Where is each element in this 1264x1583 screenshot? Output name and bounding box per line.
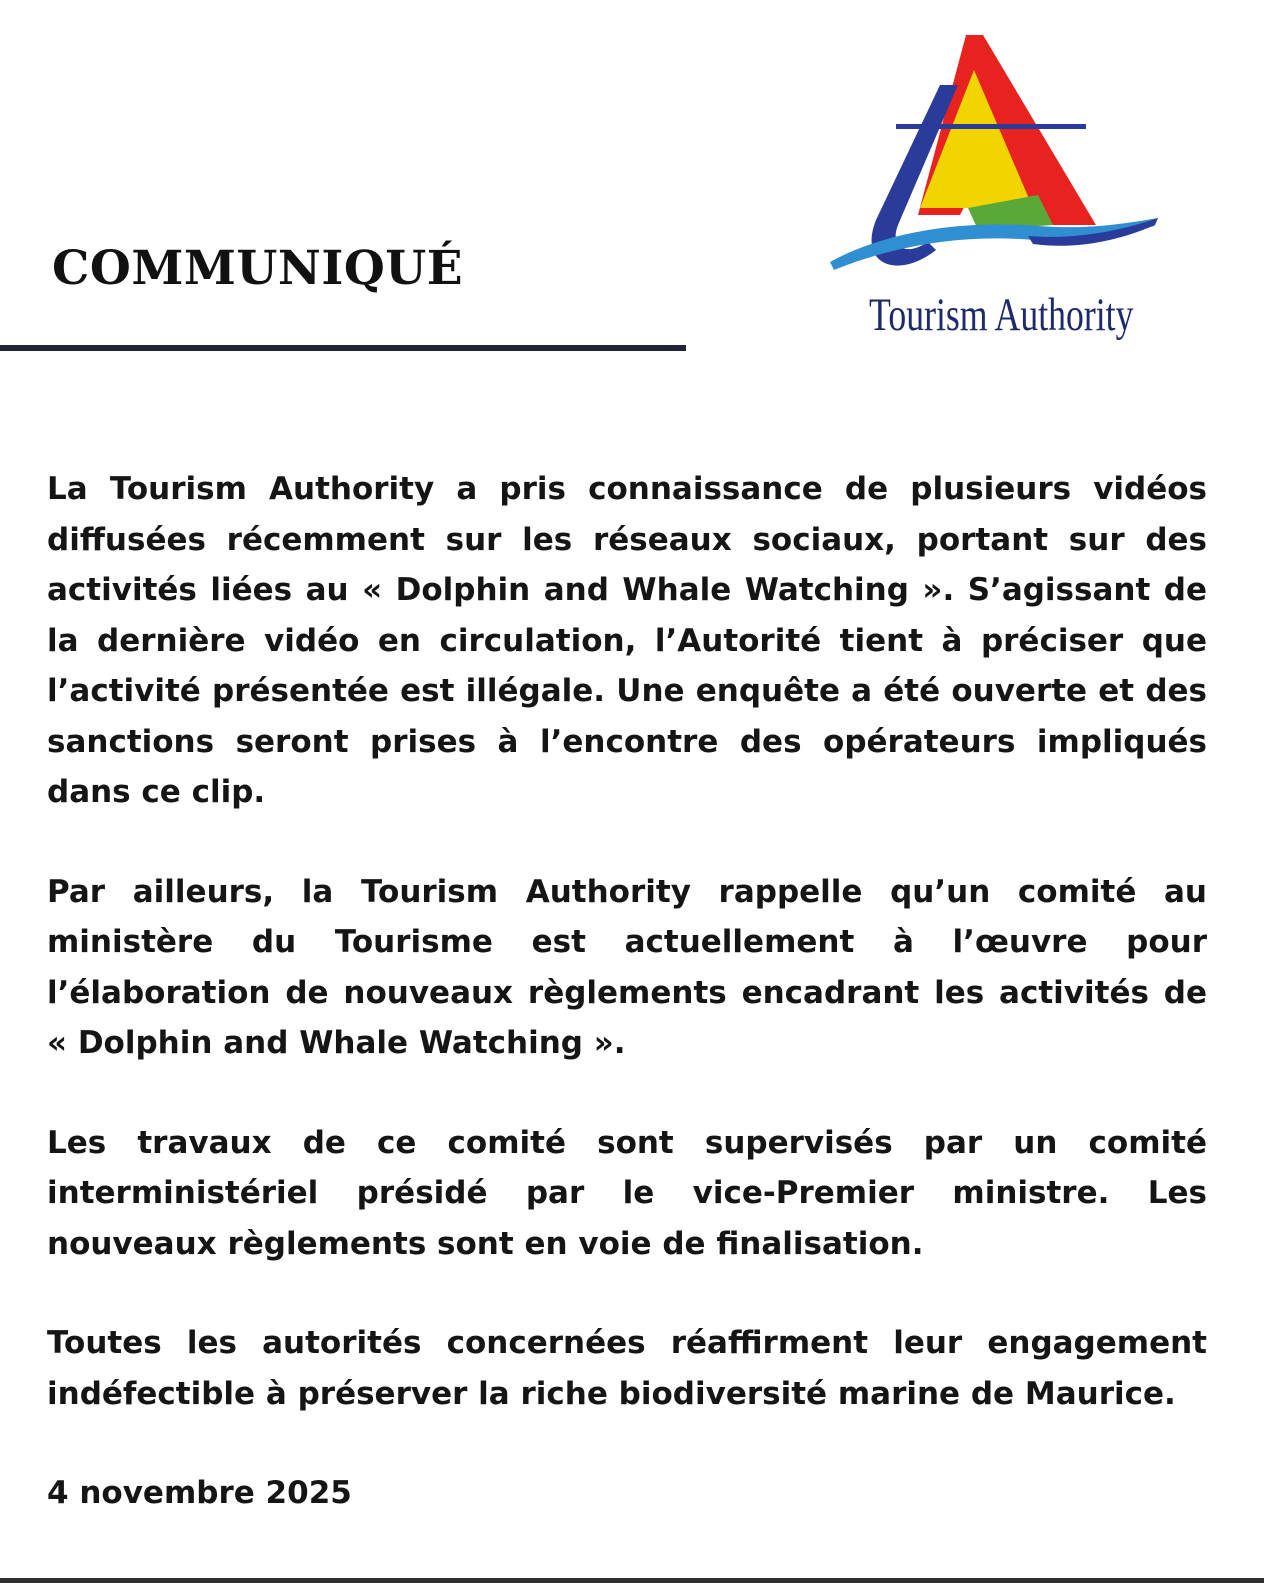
paragraph-1: La Tourism Authority a pris connaissance de plusieurs vidéos diffusées récemment sur les réseaux sociaux, portant sur des activités liées au « Dolphin and Whale Watching ». S’agissant de la dernière vidéo en circulation, l’Autorité tient à préciser que l’activité présentée est illégale. Une enquête a été ouverte et des sanctions seront prises à l’encontre des opérateurs impliqués dans ce clip. xyxy=(47,471,1207,810)
paragraph-3: Les travaux de ce comité sont supervisés par un comité interministériel présidé par le vice-Premier ministre. Les nouveaux règlements sont en voie de finalisation. xyxy=(47,1124,1207,1262)
paragraph-2: Par ailleurs, la Tourism Authority rappelle qu’un comité au ministère du Tourisme est actuellement à l’œuvre pour l’élaboration de nouveaux règlements encadrant les activités de « Dolphin and Whale Watching ». xyxy=(47,873,1207,1061)
communique-body xyxy=(47,464,1207,1518)
logo-crossbar xyxy=(896,124,1086,129)
paragraph-4: Toutes les autorités concernées réaffirment leur engagement indéfectible à préserver la riche biodiversité marine de Maurice. xyxy=(47,1325,1207,1412)
title-divider xyxy=(0,345,686,351)
page-title: COMMUNIQUÉ xyxy=(52,241,464,296)
logo-wordmark: Tourism Authority xyxy=(869,289,1134,341)
tourism-authority-logo xyxy=(828,30,1170,350)
communique-date: 4 novembre 2025 xyxy=(47,1475,352,1511)
bottom-border xyxy=(0,1578,1264,1583)
